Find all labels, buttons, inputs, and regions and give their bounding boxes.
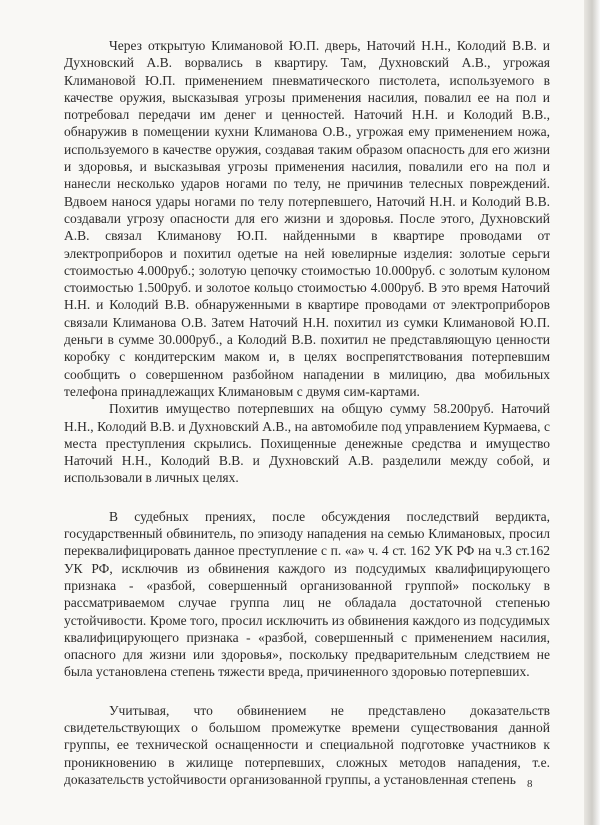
paragraph-escape: Похитив имущество потерпевших на общую сумму 58.200руб. Наточий Н.Н., Колодий В.В. и Духновский А.В., на автомобиле под управлением Курмаева, с места преступления скрылись. Похищенные денежные средства и имущество Наточий Н.Н., Колодий В.В. и Духновский А.В. разделили между собой, и использовали в личных целях. bbox=[64, 401, 550, 486]
paragraph-robbery-description: Через открытую Климановой Ю.П. дверь, Наточий Н.Н., Колодий В.В. и Духновский А.В. ворвались в квартиру. Там, Духновский А.В., угрожая Климановой Ю.П. применением пневматического пистолета, используемого в качестве оружия, высказывая угрозы применения насилия, повалил ее на пол и потребовал передачи им денег и ценностей. Наточий Н.Н. и Колодий В.В., обнаружив в помещении кухни Климанова О.В., угрожая ему применением ножа, используемого в качестве оружия, создавая таким образом опасность для его жизни и здоровья, и высказывая угрозы применения насилия, повалили его на пол и нанесли несколько ударов ногами по телу, не причинив телесных повреждений. Вдвоем нанося удары ногами по телу потерпевшего, Наточий Н.Н. и Колодий В.В. создавали угрозу опасности для его жизни и здоровья. После этого, Духновский А.В. связал Климанову Ю.П. найденными в квартире проводами от электроприборов и похитил одетые на ней ювелирные изделия: золотые серьги стоимостью 4.000руб.; золотую цепочку стоимостью 10.000руб. с золотым кулоном стоимостью 1.500руб. и золотое кольцо стоимостью 4.000руб. В это время Наточий Н.Н. и Колодий В.В. обнаруженными в квартире проводами от электроприборов связали Климанова О.В. Затем Наточий Н.Н. похитил из сумки Климановой Ю.П. деньги в сумме 30.000руб., а Колодий В.В. похитил не представляющую ценности коробку с кондитерским маком и, в целях воспрепятствования потерпевшим сообщить о совершенном разбойном нападении в милицию, два мобильных телефона принадлежащих Климановым с двумя сим-картами. bbox=[64, 38, 550, 399]
paragraph-prosecutor-argument: В судебных прениях, после обсуждения последствий вердикта, государственный обвинитель, по эпизоду нападения на семью Климановых, просил переквалифицировать данное преступление с п. «а» ч. 4 ст. 162 УК РФ на ч.3 ст.162 УК РФ, исключив из обвинения каждого из подсудимых квалифицирующего признака - «разбой, совершенный организованной группой» поскольку в рассматриваемом случае группа лиц не обладала достаточной степенью устойчивости. Кроме того, просил исключить из обвинения каждого из подсудимых квалифицирующего признака - «разбой, совершенный с применением насилия, опасного для жизни или здоровья», поскольку предварительным следствием не была установлена степень тяжести вреда, причиненного здоровью потерпевших. bbox=[64, 508, 550, 680]
page-edge-shadow bbox=[584, 0, 600, 825]
document-body bbox=[64, 37, 550, 788]
paragraph-considering: Учитывая, что обвинением не представлено доказательств свидетельствующих о большом промежутке времени существования данной группы, ее технической оснащенности и специальной подготовке участников к проникновению в жилище потерпевших, сложных методов нападения, т.е. доказательств устойчивости организованной группы, а установленная степень bbox=[64, 702, 550, 787]
page-number: 8 bbox=[527, 778, 533, 790]
paragraph-spacer bbox=[64, 681, 550, 702]
paragraph-spacer bbox=[64, 487, 550, 508]
